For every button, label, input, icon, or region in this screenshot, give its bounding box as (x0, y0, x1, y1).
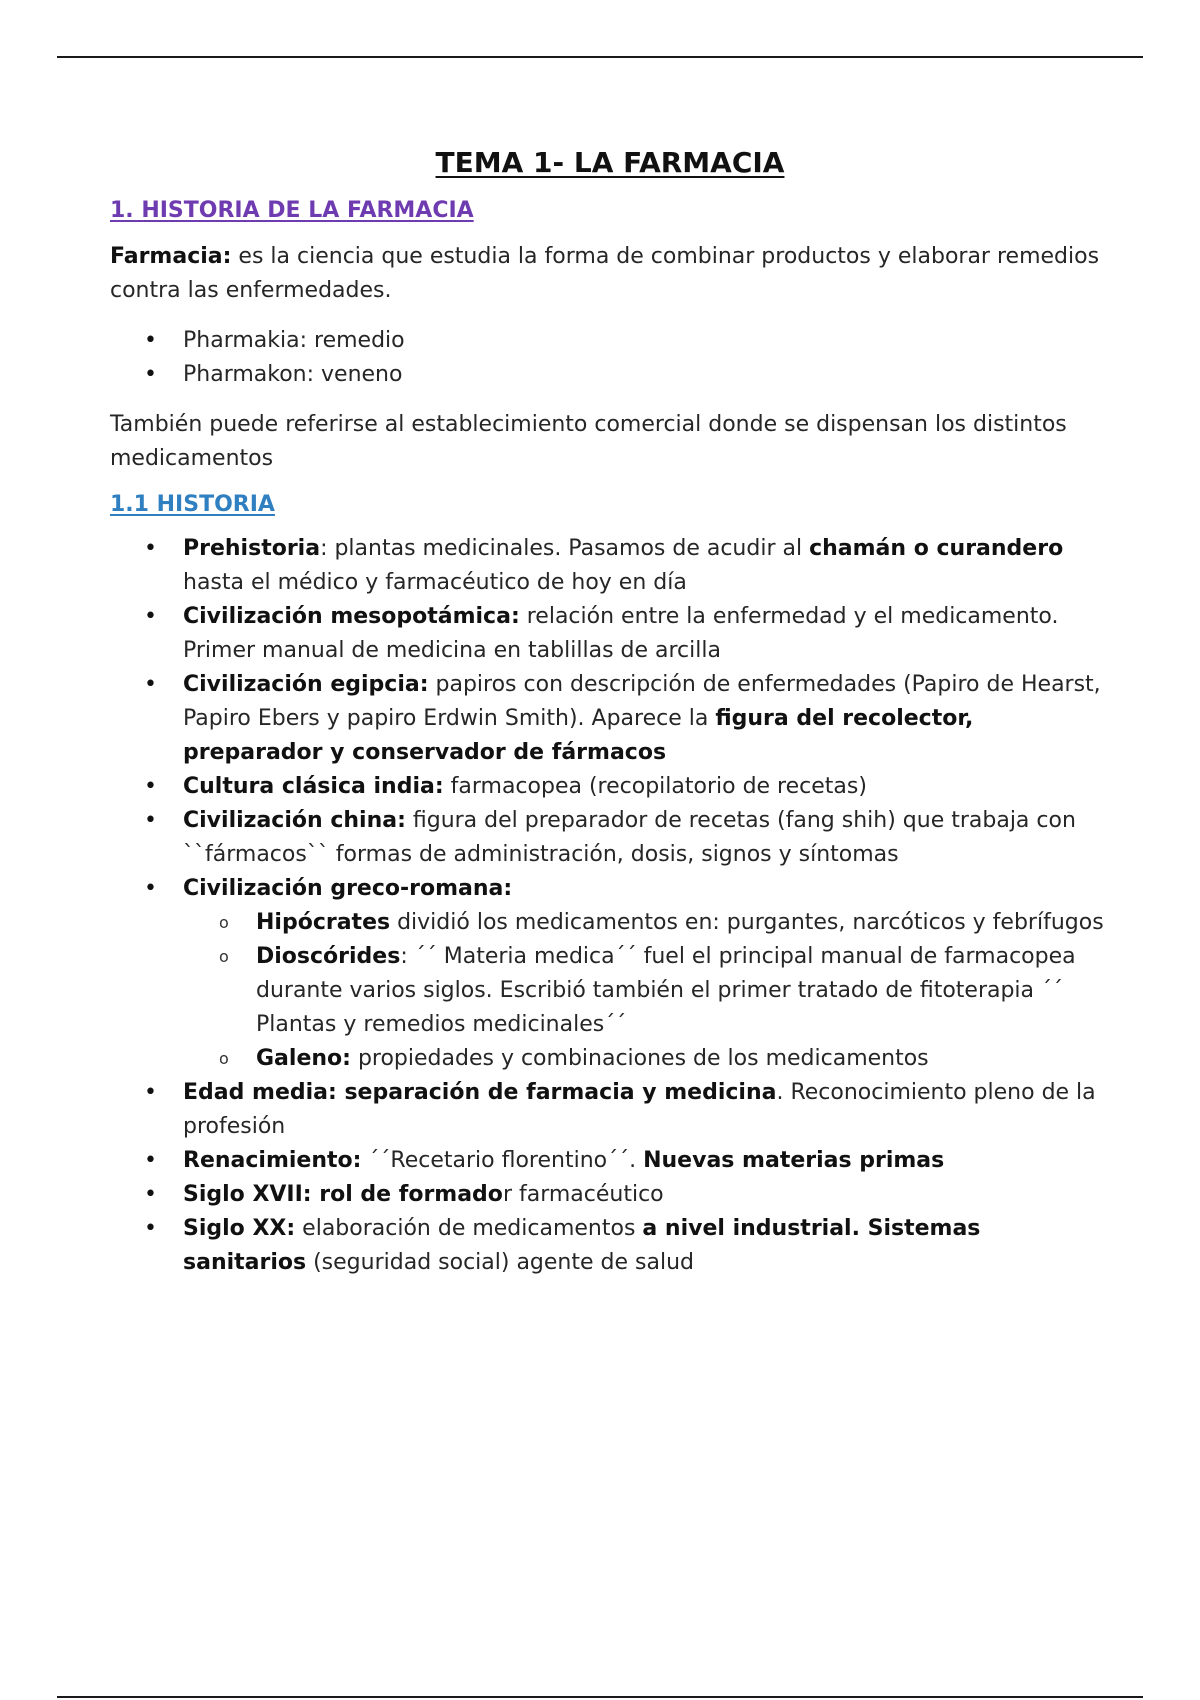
sublist-item-hipocrates (110, 906, 1110, 940)
item-term: Siglo XX: (183, 1216, 296, 1241)
document-body (110, 146, 1110, 1296)
definition-paragraph (110, 240, 1110, 308)
item-text: figura del preparador de recetas (fang shih) que trabaja con ``fármacos`` formas de administración, dosis, signos y síntomas (183, 808, 1076, 867)
list-item-mesopotamica (110, 600, 1110, 668)
item-text: elaboración de medicamentos (295, 1216, 643, 1241)
item-text: farmacopea (recopilatorio de recetas) (443, 774, 867, 799)
list-item-greco-romana (110, 872, 1110, 906)
item-term: Siglo XVII: rol de formado (183, 1182, 503, 1207)
establishment-paragraph: También puede referirse al establecimiento comercial donde se dispensan los distintos medicamentos (110, 412, 1067, 471)
list-item-renacimiento (110, 1144, 1110, 1178)
item-text: propiedades y combinaciones de los medicamentos (350, 1046, 929, 1071)
sublist-item-galeno (110, 1042, 1110, 1076)
item-text: . Reconocimiento pleno de la profesión (183, 1080, 1096, 1139)
item-text: ´´Recetario florentino´´. (361, 1148, 644, 1173)
sublist-text (183, 906, 1110, 940)
item-term: Renacimiento: (183, 1148, 362, 1173)
item-emphasis: figura del recolector, preparador y conservador de fármacos (183, 706, 974, 765)
bottom-rule (57, 1696, 1143, 1698)
list-item-siglo-xvii (110, 1178, 1110, 1212)
item-term: Civilización egipcia: (183, 672, 429, 697)
item-text: papiros con descripción de enfermedades (Papiro de Hearst, Papiro Ebers y papiro Erdwin Smith). Aparece la (183, 672, 1101, 731)
definition-term: Farmacia: (110, 244, 232, 269)
item-term: Prehistoria (183, 536, 321, 561)
item-emphasis: a nivel industrial. Sistemas sanitarios (183, 1216, 981, 1275)
list-item: • Pharmakon: veneno (110, 358, 1110, 392)
item-emphasis: Nuevas materias primas (643, 1148, 945, 1173)
list-item: • Pharmakia: remedio (110, 324, 1110, 358)
item-term: Galeno: (256, 1046, 351, 1071)
item-term: Dioscórides (256, 944, 401, 969)
item-term: Edad media: separación de farmacia y medicina (183, 1080, 777, 1105)
list-item-india (110, 770, 1110, 804)
list-item-china (110, 804, 1110, 872)
history-list (110, 532, 1110, 906)
definition-text: es la ciencia que estudia la forma de combinar productos y elaborar remedios contra las enfermedades. (110, 244, 1100, 303)
item-text: hasta el médico y farmacéutico de hoy en día (183, 570, 687, 595)
etymology-list (110, 324, 1110, 392)
list-item-siglo-xx (110, 1212, 1110, 1280)
section-heading-historia-farmacia: 1. HISTORIA DE LA FARMACIA (110, 198, 474, 223)
item-emphasis: chamán o curandero (809, 536, 1064, 561)
page-title: TEMA 1- LA FARMACIA (435, 146, 785, 179)
item-term: Hipócrates (256, 910, 391, 935)
item-text: r farmacéutico (502, 1182, 664, 1207)
history-list-continued (110, 1076, 1110, 1280)
item-term: Cultura clásica india: (183, 774, 444, 799)
sublist-text (183, 940, 1110, 1042)
item-text: dividió los medicamentos en: purgantes, narcóticos y febrífugos (390, 910, 1104, 935)
list-item-prehistoria (110, 532, 1110, 600)
item-term: Civilización mesopotámica: (183, 604, 520, 629)
item-term: Civilización china: (183, 808, 406, 833)
list-item-edad-media (110, 1076, 1110, 1144)
item-text: : plantas medicinales. Pasamos de acudir al (320, 536, 810, 561)
greco-romana-sublist (110, 906, 1110, 1076)
item-text: : ´´ Materia medica´´ fuel el principal manual de farmacopea durante varios siglos. Escribió también el primer tratado de fitoterapia ´´ Plantas y remedios medicinales´´ (256, 944, 1076, 1037)
item-text: relación entre la enfermedad y el medicamento. Primer manual de medicina en tablillas de arcilla (183, 604, 1059, 663)
item-term: Civilización greco-romana: (183, 876, 513, 901)
sublist-item-dioscorides (110, 940, 1110, 1042)
item-text: (seguridad social) agente de salud (306, 1250, 694, 1275)
top-rule (57, 56, 1143, 58)
list-item-egipcia (110, 668, 1110, 770)
sublist-text (183, 1042, 1110, 1076)
section-heading-historia: 1.1 HISTORIA (110, 492, 275, 517)
